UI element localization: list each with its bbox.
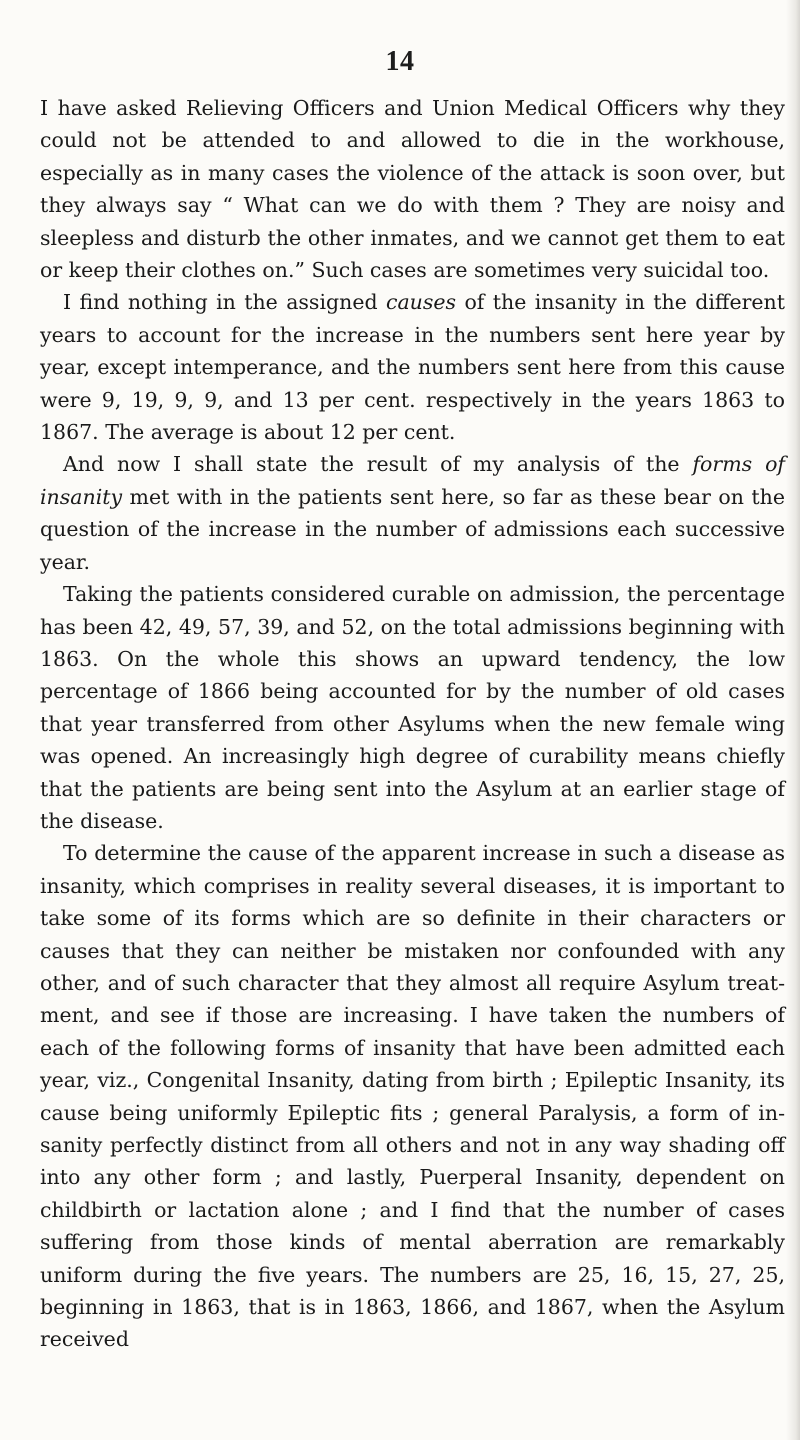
paragraph (40, 286, 785, 448)
paragraph (40, 448, 785, 578)
paragraph (40, 92, 785, 286)
italic-text: forms of insanity (40, 452, 785, 509)
italic-text: causes (385, 290, 457, 315)
page-edge-shadow (786, 0, 800, 1440)
paragraph-text: To determine the cause of the apparent increase in such a disease as insanity, which comprises in reality several diseases, it is important to take some of its forms which are so definite in their characters or causes that they can neither be mistaken nor confounded with any other, and of such character that they almost all require Asylum treatment, and see if those are increasing. I have taken the numbers of each of the following forms of insanity that have been admitted each year, viz., Congenital Insanity, dating from birth ; Epileptic Insanity, its cause being uniformly Epileptic fits ; general Paralysis, a form of insanity perfectly distinct from all others and not in any way shading off into any other form ; and lastly, Puerperal Insanity, dependent on childbirth or lactation alone ; and I find that the number of cases suffering from those kinds of mental aberration are remarkably uniform during the five years. The numbers are 25, 16, 15, 27, 25, beginning in 1863, that is in 1863, 1866, and 1867, when the Asylum received (40, 841, 785, 1352)
paragraph (40, 578, 785, 837)
paragraph-text: of the insanity in the different years to account for the increase in the numbers sent here year by year, except intemperance, and the numbers sent here from this cause were 9, 19, 9, 9, and 13 per cent. respectively in the years 1863 to 1867. The average is about 12 per cent. (40, 290, 785, 445)
paragraph-text: And now I shall state the result of my analysis of the (63, 452, 693, 477)
paragraph-text: met with in the patients sent here, so far as these bear on the question of the increase in the number of admissions each successive year. (40, 484, 785, 574)
page-number: 14 (385, 46, 415, 77)
body-text (40, 92, 785, 1356)
paragraph-text: Taking the patients considered curable on admission, the percentage has been 42, 49, 57, 39, and 52, on the total admissions beginning with 1863. On the whole this shows an upward tendency, the low percentage of 1866 being accounted for by the number of old cases that year transferred from other Asylums when the new female wing was opened. An increasingly high degree of curability means chiefly that the patients are being sent into the Asylum at an earlier stage of the disease. (40, 582, 785, 833)
paragraph-text: I have asked Relieving Officers and Union Medical Officers why they could not be attended to and allowed to die in the workhouse, especially as in many cases the violence of the attack is soon over, but they always say “ What can we do with them ? They are noisy and sleepless and disturb the other inmates, and we cannot get them to eat or keep their clothes on.” Such cases are sometimes very suicidal too. (40, 96, 785, 283)
paragraph-text: I find nothing in the assigned (63, 290, 386, 315)
paragraph (40, 837, 785, 1356)
